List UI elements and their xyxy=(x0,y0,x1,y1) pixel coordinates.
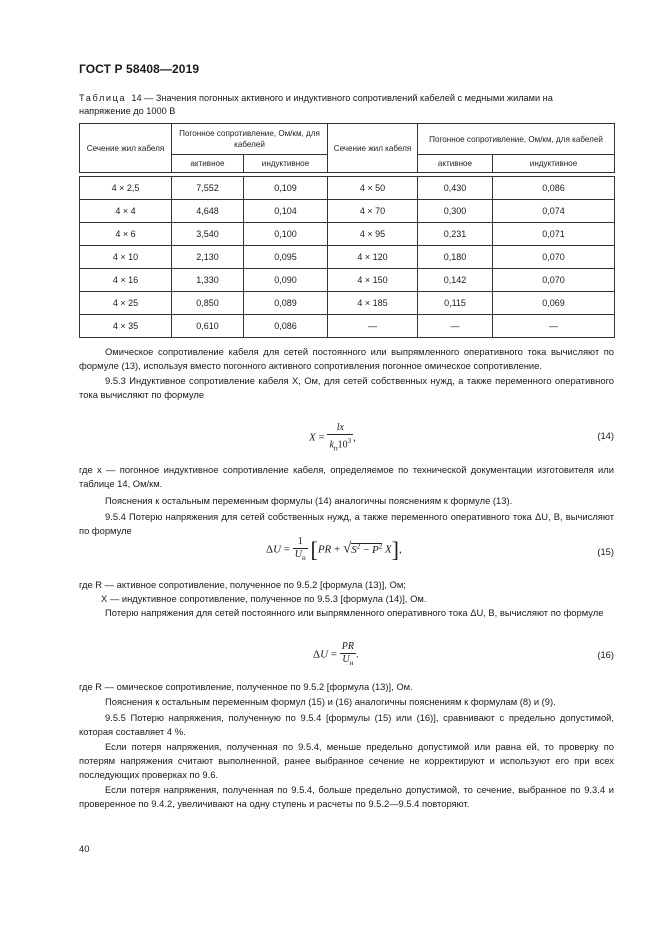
text-block-3 xyxy=(79,578,614,620)
table-cell: 0,089 xyxy=(244,292,328,315)
formula-15: ΔU = $\frac{1}{U_н}$ [$PR + √S^2 - P^2$ X], xyxy=(266,536,402,562)
page-number: 40 xyxy=(79,843,90,854)
paragraph-954: 9.5.4 Потерю напряжения для сетей собственных нужд, а также переменного оперативного тока ΔU, В, вычисляют по формуле xyxy=(79,511,614,536)
table-cell: 4 × 70 xyxy=(328,200,418,223)
header-resistance-left: Погонное сопротивление, Ом/км, для кабелей xyxy=(172,124,328,155)
table-cell: 4 × 50 xyxy=(328,177,418,200)
table-cell: 0,610 xyxy=(172,315,244,338)
header-section-right: Сечение жил кабеля xyxy=(328,124,418,173)
table-cell: 4 × 6 xyxy=(80,223,172,246)
paragraph-953: 9.5.3 Индуктивное сопротивление кабеля X, Ом, для сетей собственных нужд, а также переменного оперативного тока вычисляют по формуле xyxy=(79,375,614,400)
table-cell: 0,071 xyxy=(493,223,615,246)
table-cell: 0,086 xyxy=(493,177,615,200)
document-header: ГОСТ Р 58408—2019 xyxy=(79,62,200,76)
header-inductive-right: индуктивное xyxy=(493,155,615,173)
header-inductive-left: индуктивное xyxy=(244,155,328,173)
formula-16: ΔU = $\frac{PR}{U_н}$ . xyxy=(313,641,359,667)
paragraph-where-r: где R — активное сопротивление, полученное по 9.5.2 [формула (13)], Ом; xyxy=(79,579,406,590)
table-cell: 4,648 xyxy=(172,200,244,223)
table-row xyxy=(80,223,615,246)
table-row xyxy=(80,269,615,292)
table-cell: 4 × 95 xyxy=(328,223,418,246)
table-row xyxy=(80,246,615,269)
table-cell: — xyxy=(328,315,418,338)
table-cell: 4 × 120 xyxy=(328,246,418,269)
table-cell: 4 × 35 xyxy=(80,315,172,338)
table-row xyxy=(80,200,615,223)
table-cell: 2,130 xyxy=(172,246,244,269)
table-cell: 7,552 xyxy=(172,177,244,200)
table-row xyxy=(80,177,615,200)
paragraph-where-r-ohmic: где R — омическое сопротивление, полученное по 9.5.2 [формула (13)], Ом. xyxy=(79,681,413,692)
table-cell: 4 × 185 xyxy=(328,292,418,315)
table-cell: 0,070 xyxy=(493,246,615,269)
formula-15-number: (15) xyxy=(597,546,614,557)
table-caption-word: Таблица xyxy=(79,93,127,103)
table-cell: — xyxy=(418,315,493,338)
table-cell: 0,074 xyxy=(493,200,615,223)
paragraph-where-x2: X — индуктивное сопротивление, полученное по 9.5.3 [формула (14)], Ом. xyxy=(101,593,427,604)
table-row xyxy=(80,315,615,338)
table-cell: 0,090 xyxy=(244,269,328,292)
paragraph-ohmic: Омическое сопротивление кабеля для сетей постоянного или выпрямленного оперативного тока вычисляют по формуле (13), используя вместо погонного активного сопротивления погонное омическое сопротивление. xyxy=(79,346,614,371)
table-cell: 4 × 16 xyxy=(80,269,172,292)
paragraph-other-vars-14: Пояснения к остальным переменным формулы (14) аналогичны пояснениям к формуле (13). xyxy=(105,495,513,506)
table-cell: 0,231 xyxy=(418,223,493,246)
header-resistance-right: Погонное сопротивление, Ом/км, для кабелей xyxy=(418,124,615,155)
table-cell: 1,330 xyxy=(172,269,244,292)
table-cell: 0,180 xyxy=(418,246,493,269)
table-row xyxy=(80,292,615,315)
table-cell: 0,086 xyxy=(244,315,328,338)
text-block-4 xyxy=(79,680,614,811)
table-cell: — xyxy=(493,315,615,338)
table-cell: 0,142 xyxy=(418,269,493,292)
text-block-1 xyxy=(79,345,614,402)
header-section-left: Сечение жил кабеля xyxy=(80,124,172,173)
table-cell: 0,850 xyxy=(172,292,244,315)
header-active-right: активное xyxy=(418,155,493,173)
table-cell: 4 × 4 xyxy=(80,200,172,223)
table-cell: 0,115 xyxy=(418,292,493,315)
table-caption xyxy=(79,92,594,118)
table-cell: 4 × 10 xyxy=(80,246,172,269)
formula-16-number: (16) xyxy=(597,649,614,660)
text-block-2 xyxy=(79,463,614,538)
cable-resistance-table xyxy=(79,123,615,338)
table-cell: 0,070 xyxy=(493,269,615,292)
table-cell: 0,069 xyxy=(493,292,615,315)
table-cell: 0,100 xyxy=(244,223,328,246)
paragraph-if-less: Если потеря напряжения, полученная по 9.5.4, меньше предельно допустимой или равна ей, то проверку по потерям напряжения считают выполненной, ранее выбранное сечение не корректируют и используют его при всех последующих проверках по 9.6. xyxy=(79,741,614,780)
table-cell: 3,540 xyxy=(172,223,244,246)
table-cell: 4 × 2,5 xyxy=(80,177,172,200)
table-cell: 0,430 xyxy=(418,177,493,200)
formula-14: X = $\frac{lx}{k_п10^3}$ , xyxy=(309,422,356,453)
table-cell: 0,104 xyxy=(244,200,328,223)
formula-14-number: (14) xyxy=(597,430,614,441)
header-active-left: активное xyxy=(172,155,244,173)
paragraph-where-x: где x — погонное индуктивное сопротивление кабеля, определяемое по технической документации изготовителя или таблице 14, Ом/км. xyxy=(79,464,614,489)
paragraph-955: 9.5.5 Потерю напряжения, полученную по 9.5.4 [формулы (15) или (16)], сравнивают с предельно допустимой, которая составляет 4 %. xyxy=(79,712,614,737)
table-cell: 4 × 25 xyxy=(80,292,172,315)
table-cell: 4 × 150 xyxy=(328,269,418,292)
table-caption-text: 14 — Значения погонных активного и индуктивного сопротивлений кабелей с медными жилами на напряжение до 1000 В xyxy=(79,93,553,116)
paragraph-if-more: Если потеря напряжения, полученная по 9.5.4, больше предельно допустимой, то сечение, выбранное по 9.3.4 и проверенное по 9.4.2, увеличивают на одну ступень и расчеты по 9.5.2—9.5.4 повторяют. xyxy=(79,784,614,809)
paragraph-other-vars-15-16: Пояснения к остальным переменным формул (15) и (16) аналогичны пояснениям к формулам (8) и (9). xyxy=(105,696,556,707)
table-cell: 0,109 xyxy=(244,177,328,200)
table-cell: 0,300 xyxy=(418,200,493,223)
paragraph-dc-loss: Потерю напряжения для сетей постоянного или выпрямленного оперативного тока ΔU, В, вычисляют по формуле xyxy=(105,607,604,618)
table-cell: 0,095 xyxy=(244,246,328,269)
